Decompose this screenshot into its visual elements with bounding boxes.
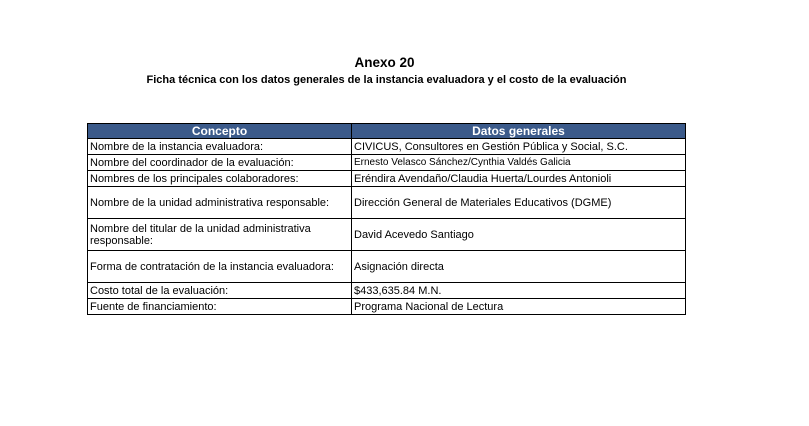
ficha-tecnica-table: [87, 123, 686, 315]
dato-cell: Asignación directa: [352, 251, 686, 283]
concepto-cell: Nombre de la unidad administrativa responsable:: [88, 187, 352, 219]
concepto-cell: Nombres de los principales colaboradores:: [88, 171, 352, 187]
table-row: [88, 251, 686, 283]
table-row: [88, 187, 686, 219]
concepto-cell: Fuente de financiamiento:: [88, 299, 352, 315]
column-header-datos-generales: Datos generales: [352, 124, 686, 139]
dato-cell: CIVICUS, Consultores en Gestión Pública y Social, S.C.: [352, 139, 686, 155]
page-title: Anexo 20: [354, 55, 415, 70]
table-row: [88, 299, 686, 315]
table-row: [88, 139, 686, 155]
column-header-concepto: Concepto: [88, 124, 352, 139]
dato-cell: Programa Nacional de Lectura: [352, 299, 686, 315]
concepto-cell: Forma de contratación de la instancia evaluadora:: [88, 251, 352, 283]
table-header-row: [88, 124, 686, 139]
page-subtitle: Ficha técnica con los datos generales de la instancia evaluadora y el costo de la evaluación: [146, 74, 627, 86]
dato-cell: David Acevedo Santiago: [352, 219, 686, 251]
dato-cell: Ernesto Velasco Sánchez/Cynthia Valdés Galicia: [352, 155, 686, 171]
dato-cell: Eréndira Avendaño/Claudia Huerta/Lourdes Antonioli: [352, 171, 686, 187]
concepto-cell: Nombre del titular de la unidad administrativa responsable:: [88, 219, 352, 251]
table-row: [88, 171, 686, 187]
table-row: [88, 155, 686, 171]
concepto-cell: Costo total de la evaluación:: [88, 283, 352, 299]
concepto-cell: Nombre de la instancia evaluadora:: [88, 139, 352, 155]
dato-cell: Dirección General de Materiales Educativos (DGME): [352, 187, 686, 219]
concepto-cell: Nombre del coordinador de la evaluación:: [88, 155, 352, 171]
table-row: [88, 219, 686, 251]
table-row: [88, 283, 686, 299]
dato-cell: $433,635.84 M.N.: [352, 283, 686, 299]
